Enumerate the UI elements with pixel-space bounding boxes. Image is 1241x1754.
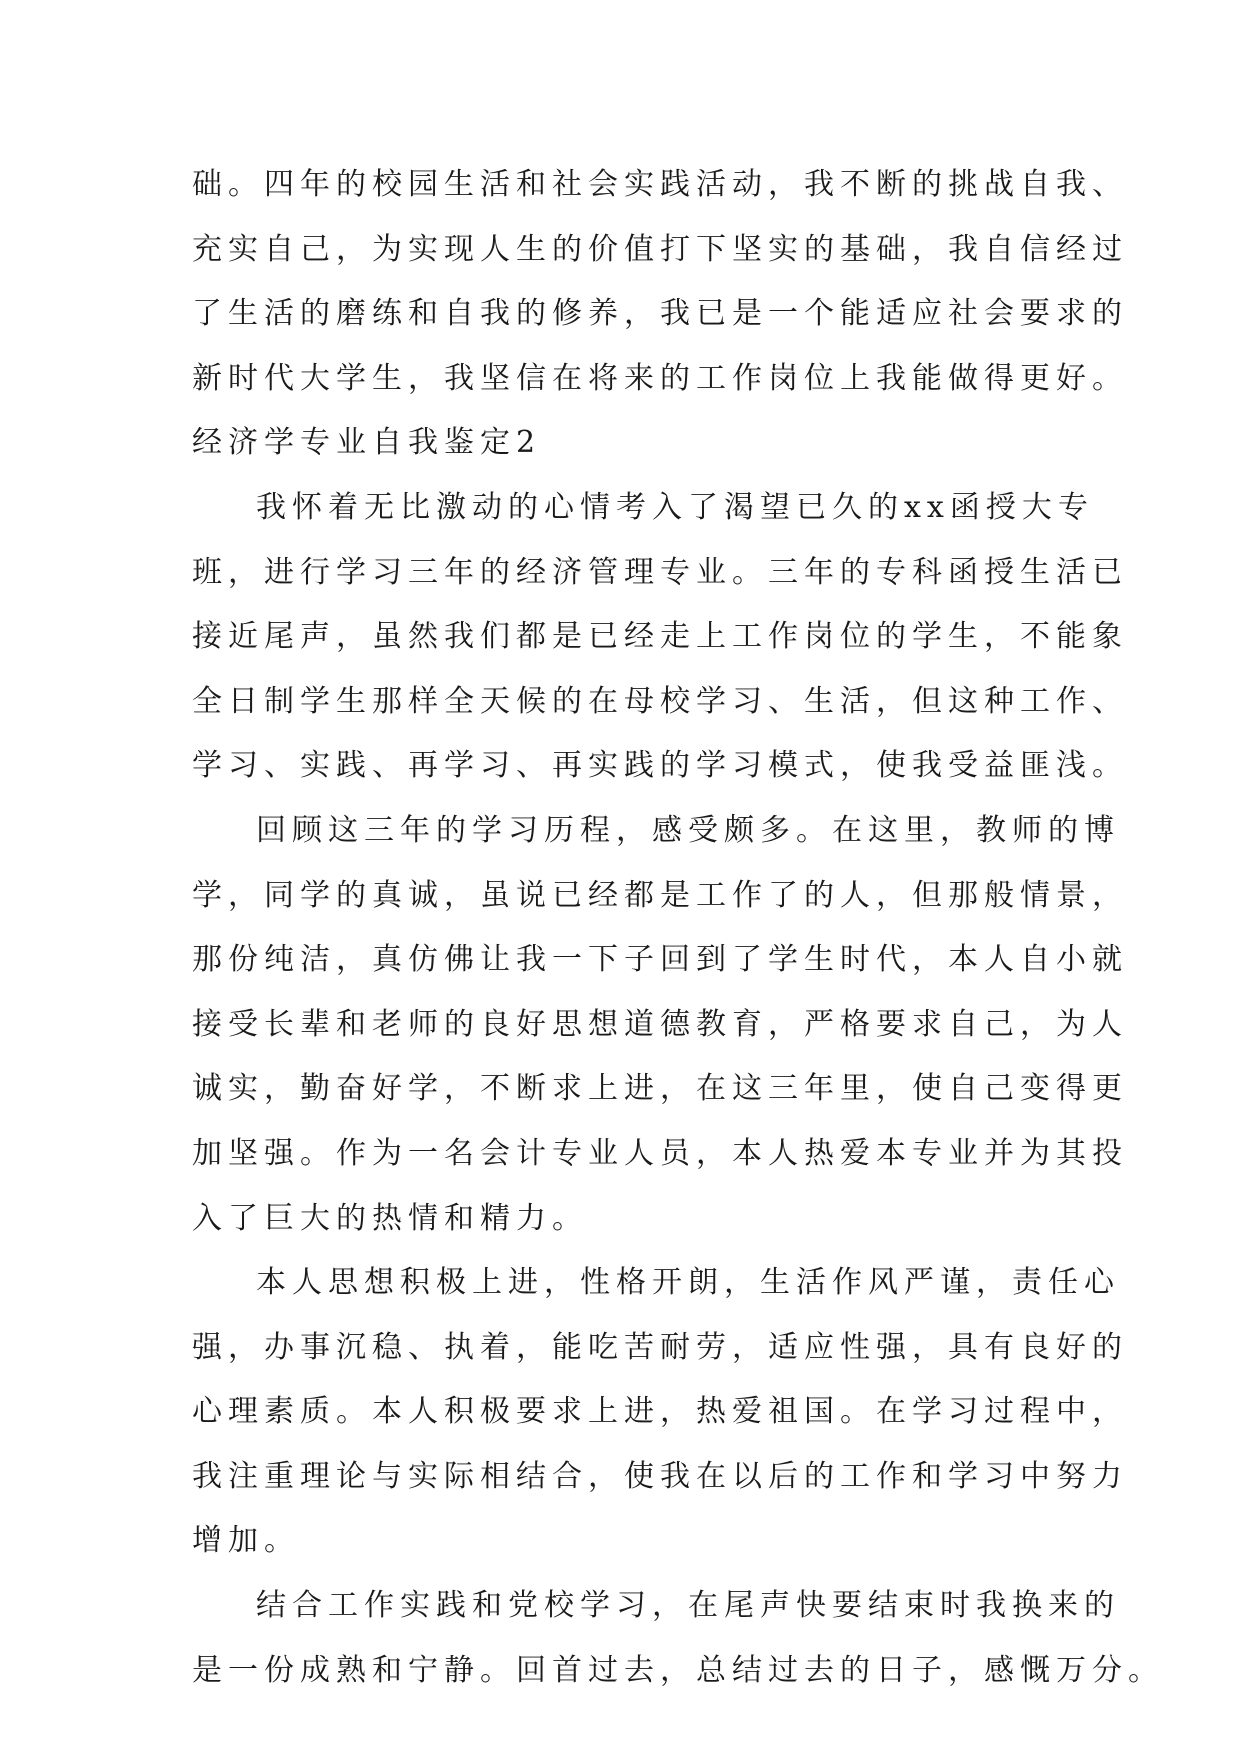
paragraph-line: 充实自己，为实现人生的价值打下坚实的基础，我自信经过 <box>192 231 1128 267</box>
paragraph-line: 强，办事沉稳、执着，能吃苦耐劳，适应性强，具有良好的 <box>192 1329 1128 1365</box>
paragraph-first-line: 结合工作实践和党校学习，在尾声快要结束时我换来的 <box>256 1588 1120 1624</box>
paragraph-first-line: 我怀着无比激动的心情考入了渴望已久的xx函授大专 <box>256 489 1094 525</box>
paragraph-line: 心理素质。本人积极要求上进，热爱祖国。在学习过程中， <box>192 1394 1128 1430</box>
paragraph-line: 增加。 <box>192 1523 300 1559</box>
paragraph-line: 学习、实践、再学习、再实践的学习模式，使我受益匪浅。 <box>192 748 1128 784</box>
paragraph-first-line: 本人思想积极上进，性格开朗，生活作风严谨，责任心 <box>256 1265 1120 1301</box>
paragraph-line: 加坚强。作为一名会计专业人员，本人热爱本专业并为其投 <box>192 1135 1128 1171</box>
paragraph-line: 我注重理论与实际相结合，使我在以后的工作和学习中努力 <box>192 1458 1128 1494</box>
paragraph-line: 班，进行学习三年的经济管理专业。三年的专科函授生活已 <box>192 554 1128 590</box>
paragraph-line: 那份纯洁，真仿佛让我一下子回到了学生时代，本人自小就 <box>192 942 1128 978</box>
paragraph-line: 新时代大学生，我坚信在将来的工作岗位上我能做得更好。 <box>192 360 1128 396</box>
paragraph-line: 了生活的磨练和自我的修养，我已是一个能适应社会要求的 <box>192 296 1128 332</box>
paragraph-line: 入了巨大的热情和精力。 <box>192 1200 588 1236</box>
section-heading: 经济学专业自我鉴定2 <box>192 425 542 461</box>
paragraph-line: 接受长辈和老师的良好思想道德教育，严格要求自己，为人 <box>192 1006 1128 1042</box>
paragraph-line: 学，同学的真诚，虽说已经都是工作了的人，但那般情景， <box>192 877 1128 913</box>
paragraph-first-line: 回顾这三年的学习历程，感受颇多。在这里，教师的博 <box>256 812 1120 848</box>
paragraph-line: 接近尾声，虽然我们都是已经走上工作岗位的学生，不能象 <box>192 619 1128 655</box>
paragraph-line: 全日制学生那样全天候的在母校学习、生活，但这种工作、 <box>192 683 1128 719</box>
document-body <box>192 153 1164 1703</box>
paragraph-line: 础。四年的校园生活和社会实践活动，我不断的挑战自我、 <box>192 167 1128 202</box>
paragraph-line: 诚实，勤奋好学，不断求上进，在这三年里，使自己变得更 <box>192 1071 1128 1107</box>
paragraph-line: 是一份成熟和宁静。回首过去，总结过去的日子，感慨万分。 <box>192 1652 1164 1688</box>
